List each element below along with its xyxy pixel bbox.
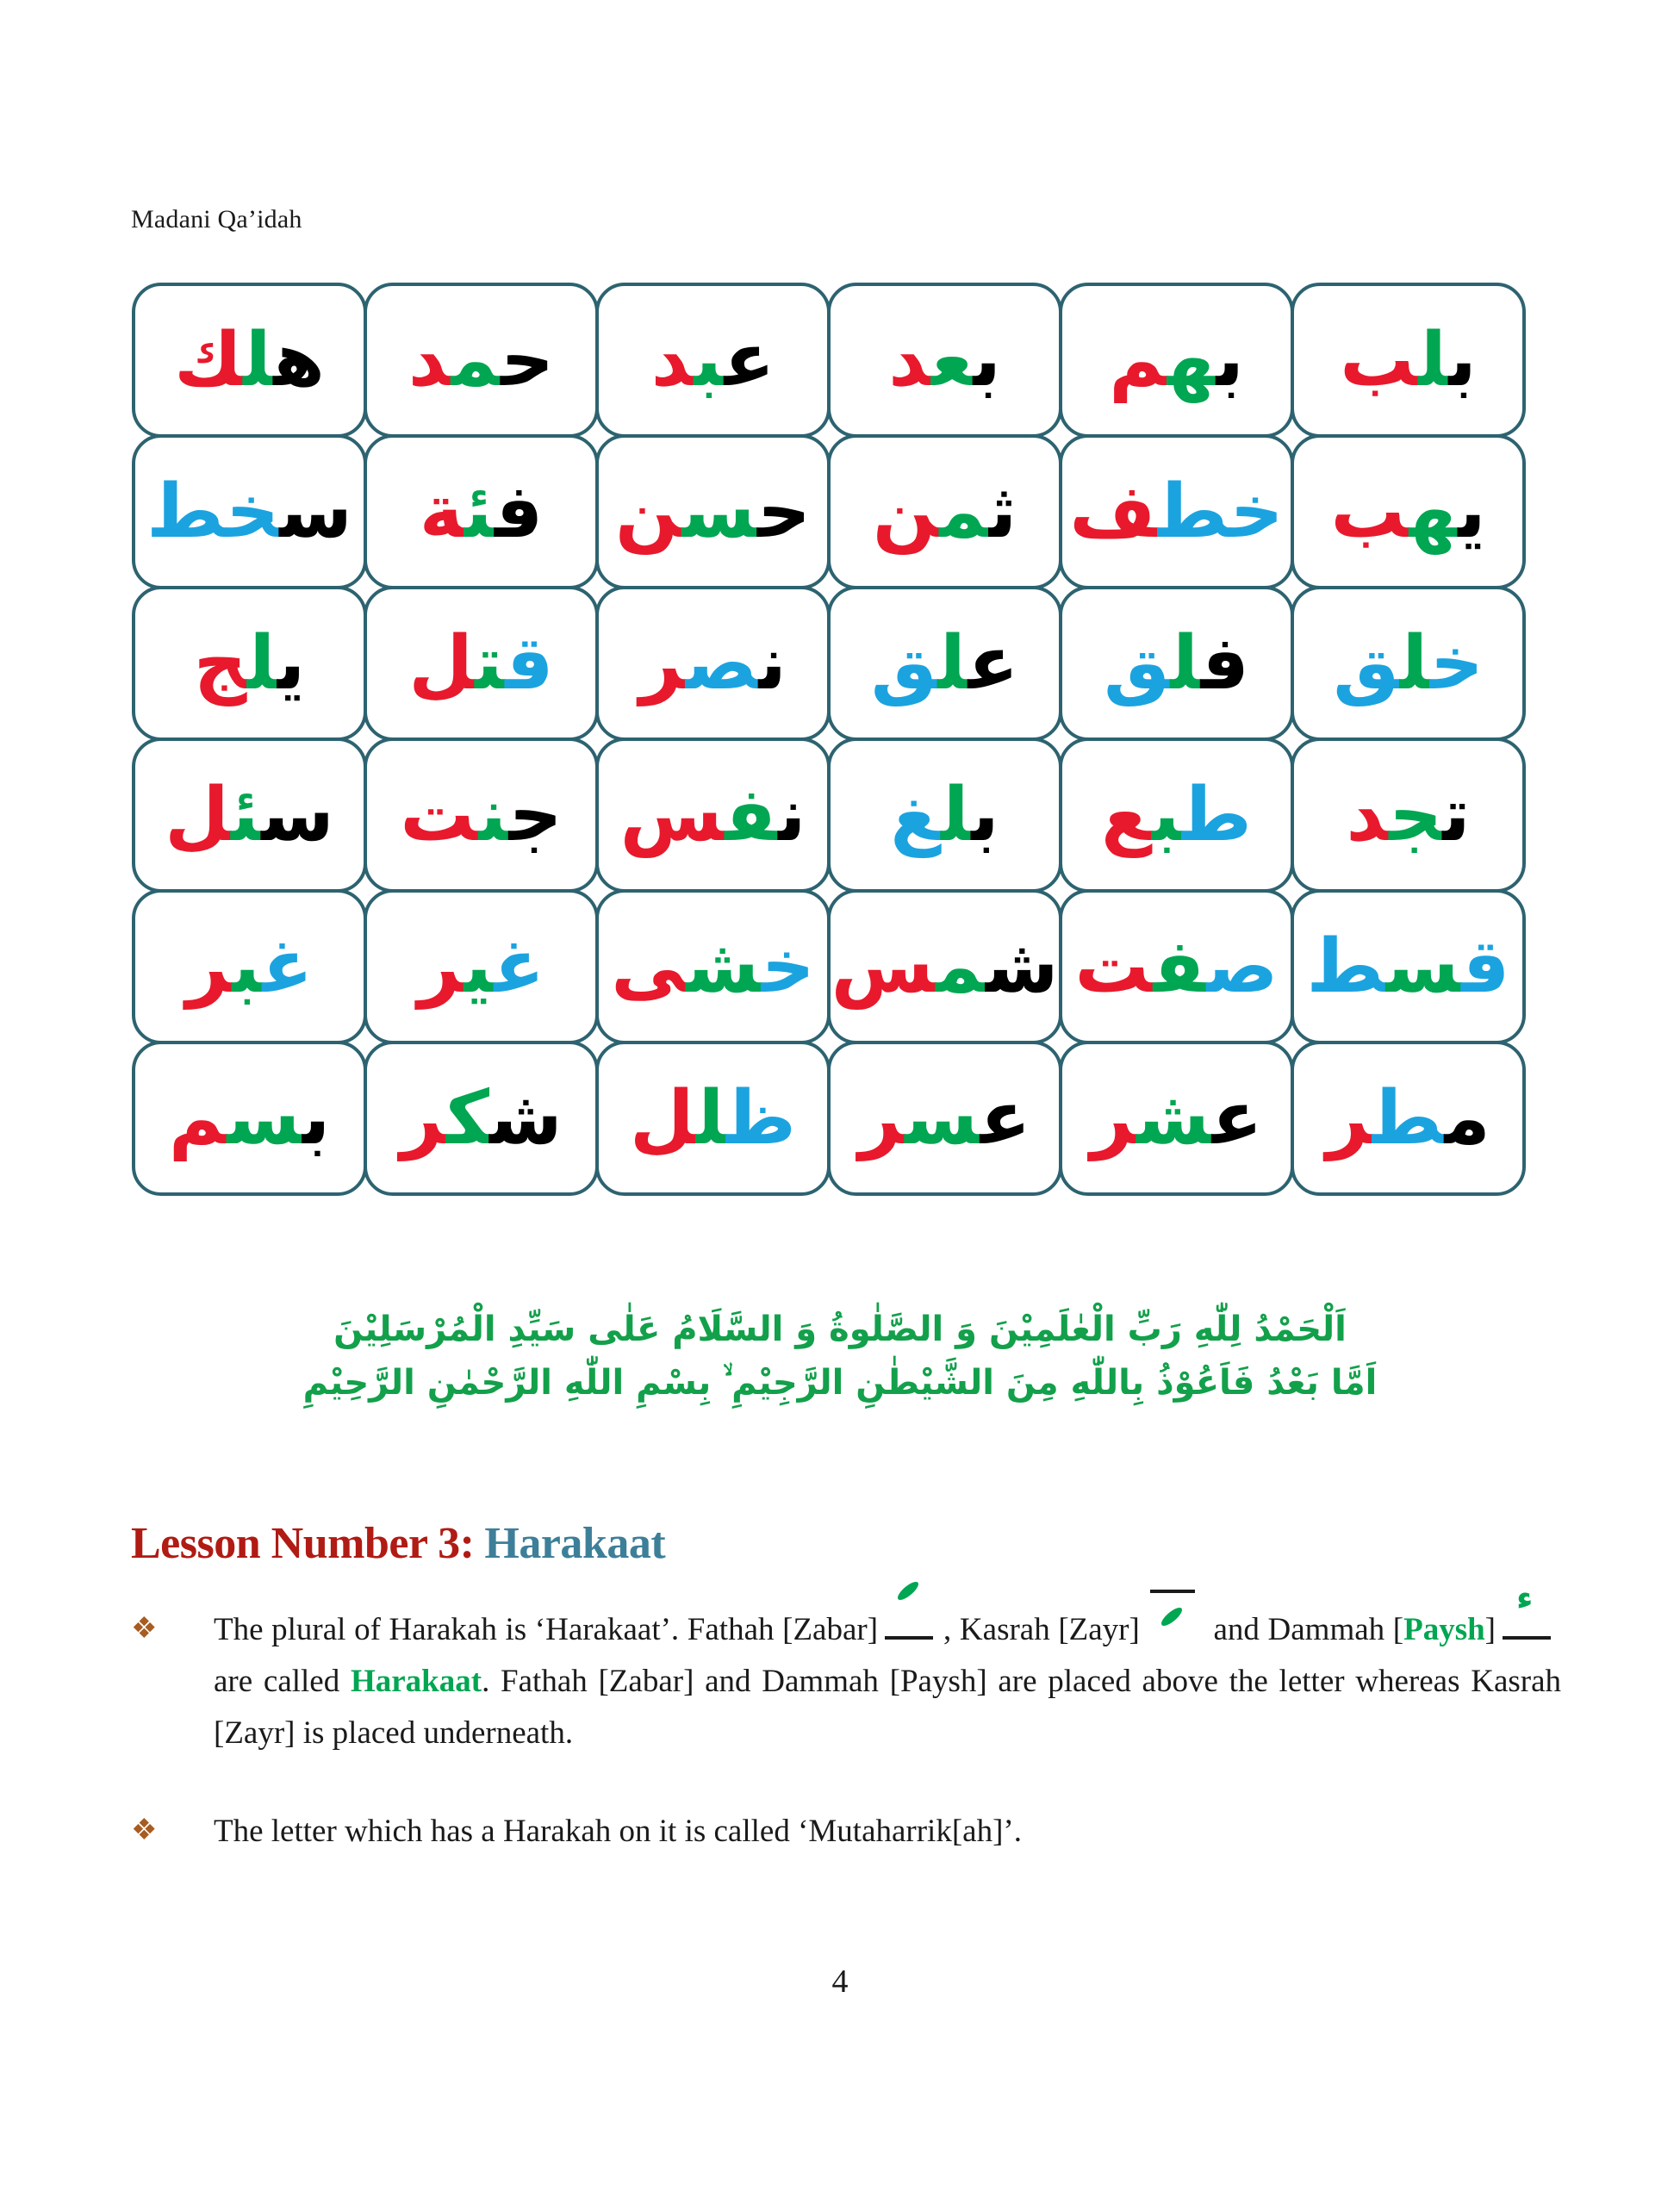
arabic-letter: ي [1458,469,1486,555]
arabic-letter: س [279,469,352,555]
bullet-list [131,1578,1562,1904]
word-cell[interactable] [595,434,831,589]
bullet-text-part-5: are called [214,1663,340,1699]
arabic-letter: ج [193,620,247,706]
arabic-letter: ل [630,1075,696,1161]
arabic-letter: س [1385,924,1462,1010]
word-cell[interactable] [1059,738,1294,893]
arabic-letter: ف [494,469,544,555]
arabic-letter: ت [475,620,506,706]
arabic-word [1333,620,1484,706]
arabic-letter: ل [695,1075,726,1161]
arabic-word [419,469,544,555]
arabic-letter: ل [408,620,476,706]
bullet-text-part-1: The plural of Harakah is ‘Harakaat’. Fathah [Zabar] [214,1612,879,1647]
arabic-letter: م [1109,317,1167,403]
word-cell[interactable] [827,283,1062,438]
arabic-letter: ع [1101,772,1152,858]
word-cell[interactable] [1059,283,1294,438]
arabic-word [890,772,999,858]
word-cell[interactable] [1059,889,1294,1044]
arabic-word [1340,317,1477,403]
arabic-letter: س [681,469,757,555]
word-cell[interactable] [595,738,831,893]
arabic-word [408,620,554,706]
arabic-letter: د [408,317,451,403]
arabic-letter: ي [464,924,495,1010]
arabic-word [193,620,306,706]
arabic-letter: ل [243,317,274,403]
arabic-letter: ل [1170,620,1201,706]
arabic-letter: ط [1372,1075,1445,1161]
word-cell[interactable] [364,889,599,1044]
word-cell[interactable] [1059,586,1294,741]
word-cell[interactable] [132,738,367,893]
arabic-word [1109,317,1244,403]
arabic-letter: ر [400,1075,446,1161]
word-cell[interactable] [1291,738,1526,893]
word-cell[interactable] [1291,283,1526,438]
arabic-letter: ب [1151,772,1182,858]
arabic-letter: ث [988,469,1017,555]
arabic-letter: خ [1229,469,1284,555]
bullet-text-harakaat [214,1578,1562,1759]
arabic-letter: ئ [464,469,495,555]
arabic-letter: ب [973,317,1001,403]
arabic-letter: ق [870,620,938,706]
arabic-letter: ف [1153,924,1207,1010]
arabic-word [400,772,563,858]
arabic-letter: ع [724,317,775,403]
word-cell[interactable] [827,586,1062,741]
arabic-letter: د [888,317,931,403]
word-cell[interactable] [1291,1041,1526,1196]
word-cell[interactable] [364,1041,599,1196]
arabic-letter: ن [478,772,509,858]
arabic-word [650,317,775,403]
arabic-letter: ك [445,1075,489,1161]
arabic-word [611,924,815,1010]
arabic-letter: ب [1216,317,1244,403]
arabic-word [168,1075,331,1161]
arabic-word [870,620,1019,706]
word-cell[interactable] [132,889,367,1044]
grid-row [134,891,1546,1042]
arabic-letter: ل [941,772,972,858]
arabic-letter: ح [756,469,811,555]
lesson-number-label: Lesson Number 3: [131,1519,475,1568]
arabic-word [639,620,787,706]
arabic-letter: ش [1136,1075,1212,1161]
word-cell[interactable] [1291,889,1526,1044]
word-cell[interactable] [595,283,831,438]
arabic-letter: ة [419,469,464,555]
arabic-letter: ر [1090,1075,1137,1161]
arabic-letter: ل [1418,317,1449,403]
dua-block [0,1303,1680,1410]
arabic-word [872,469,1017,555]
arabic-word [165,772,334,858]
arabic-letter: ظ [725,1075,796,1161]
arabic-letter: ع [1211,1075,1263,1161]
arabic-letter: ب [1448,317,1477,403]
arabic-letter: د [1346,772,1390,858]
arabic-letter: ه [1409,469,1459,555]
arabic-letter: ق [1333,620,1400,706]
arabic-letter: ف [1200,620,1249,706]
arabic-letter: ن [758,620,787,706]
arabic-letter: ب [1340,317,1419,403]
arabic-word [174,317,325,403]
arabic-letter: م [936,924,986,1010]
arabic-letter: ص [1206,924,1279,1010]
arabic-letter: ف [725,772,779,858]
arabic-letter: ج [508,772,563,858]
arabic-letter: ب [302,1075,331,1161]
bullet-text-part-4: ] [1484,1612,1496,1647]
grid-row [134,739,1546,891]
arabic-letter: ن [778,772,806,858]
arabic-letter: غ [890,772,942,858]
arabic-letter: م [451,317,501,403]
arabic-letter: ه [273,317,325,403]
arabic-letter: ى [611,924,687,1010]
arabic-word [888,317,1001,403]
arabic-letter: ت [400,772,479,858]
grid-row [134,436,1546,588]
lesson-topic-label: Harakaat [484,1519,666,1568]
arabic-letter: ه [1167,317,1216,403]
arabic-letter: ب [232,924,263,1010]
word-cell[interactable] [827,1041,1062,1196]
arabic-letter: ب [694,317,725,403]
arabic-word-grid [134,284,1546,1194]
bullet-text-part-6: . Fathah [Zabar] and Dammah [Paysh] are placed above the letter whereas Kasrah [Zayr] is placed underneath. [214,1663,1562,1751]
word-cell[interactable] [827,738,1062,893]
arabic-letter: ق [505,620,554,706]
list-item [131,1578,1562,1759]
dua-line-hamd: اَلْحَمْدُ لِلّٰهِ رَبِّ الْعٰلَمِيْنَ وَ الصَّلٰوةُ وَ السَّلَامُ عَلٰى سَيِّدِ الْمُرْسَلِيْنَ [333,1310,1347,1349]
word-cell[interactable] [364,283,599,438]
paysh-highlight: Paysh [1403,1612,1485,1647]
kasrah-mark-icon [1145,1610,1200,1640]
dammah-mark-icon: ء [1501,1610,1556,1640]
arabic-letter: ي [277,620,306,706]
arabic-letter: س [831,924,936,1010]
word-cell[interactable] [1291,586,1526,741]
word-cell[interactable] [132,1041,367,1196]
arabic-letter: ئ [231,772,262,858]
arabic-word [1104,620,1249,706]
word-cell[interactable] [1059,1041,1294,1196]
word-cell[interactable] [827,434,1062,589]
arabic-word [1306,924,1510,1010]
arabic-word [146,469,352,555]
word-cell[interactable] [132,283,367,438]
arabic-letter: ط [1306,924,1386,1010]
arabic-letter: ن [872,469,940,555]
arabic-letter: س [227,1075,302,1161]
arabic-word [858,1075,1031,1161]
arabic-word [1069,469,1284,555]
arabic-letter: خ [1429,620,1484,706]
arabic-letter: ع [980,1075,1031,1161]
arabic-word [408,317,555,403]
arabic-letter: خ [761,924,815,1010]
arabic-letter: ق [1104,620,1171,706]
arabic-letter: غ [262,924,314,1010]
arabic-letter: ش [985,924,1059,1010]
arabic-letter: د [650,317,694,403]
arabic-letter: ع [968,620,1019,706]
word-cell[interactable] [595,889,831,1044]
fathah-mark-icon [883,1610,938,1640]
arabic-word [400,1075,563,1161]
bullet-text-part-2: , Kasrah [Zayr] [943,1612,1140,1647]
word-cell[interactable] [595,586,831,741]
arabic-letter: س [905,1075,980,1161]
arabic-letter: ش [686,924,762,1010]
word-cell[interactable] [364,738,599,893]
arabic-letter: ر [639,620,686,706]
arabic-word [831,924,1059,1010]
arabic-letter: ب [1330,469,1409,555]
arabic-letter: ل [165,772,232,858]
running-header: Madani Qa’idah [131,205,302,233]
arabic-word [1326,1075,1490,1161]
lesson-heading [131,1518,665,1569]
word-cell[interactable] [827,889,1062,1044]
arabic-letter: غ [494,924,545,1010]
arabic-letter: م [168,1075,227,1161]
arabic-letter: ر [858,1075,905,1161]
arabic-letter: س [619,772,725,858]
arabic-letter: ش [488,1075,563,1161]
arabic-word [1101,772,1252,858]
arabic-word [1330,469,1486,555]
arabic-letter: ط [146,469,227,555]
arabic-letter: ر [417,924,464,1010]
arabic-letter: ط [1157,469,1230,555]
arabic-letter: ع [930,317,974,403]
dua-line-taawwudh-basmala: اَمَّا بَعْدُ فَاَعُوْذُ بِاللّٰهِ مِنَ الشَّيْطٰنِ الرَّجِيْمِ ۙ بِسْمِ اللّٰهِ الرَّحْمٰنِ الرَّحِيْمِ [302,1363,1378,1403]
word-cell[interactable] [364,586,599,741]
arabic-letter: ر [185,924,233,1010]
arabic-letter: ط [1181,772,1252,858]
bullet-diamond-icon: ❖ [131,1613,158,1645]
arabic-word [615,469,811,555]
bullet-text-part-3: and Dammah [ [1213,1612,1404,1647]
arabic-letter: ل [246,620,277,706]
arabic-letter: ص [685,620,759,706]
arabic-word [1090,1075,1263,1161]
arabic-letter: خ [226,469,280,555]
bullet-text-mutaharrik: The letter which has a Harakah on it is called ‘Mutaharrik[ah]’. [214,1813,1022,1849]
word-cell[interactable] [595,1041,831,1196]
arabic-letter: ق [1461,924,1510,1010]
arabic-letter: ل [937,620,968,706]
arabic-letter: ت [1442,772,1471,858]
grid-row [134,284,1546,436]
arabic-letter: ك [174,317,244,403]
arabic-letter: ف [1069,469,1158,555]
arabic-word [185,924,314,1010]
word-cell[interactable] [364,434,599,589]
word-cell[interactable] [1291,434,1526,589]
grid-row [134,1042,1546,1194]
arabic-letter: ر [1326,1075,1372,1161]
arabic-word [1346,772,1471,858]
arabic-letter: ن [615,469,682,555]
arabic-word [1074,924,1279,1010]
word-cell[interactable] [1059,434,1294,589]
arabic-letter: ت [1074,924,1154,1010]
list-item [131,1806,1561,1858]
page-number: 4 [831,1964,849,2000]
arabic-letter: ب [971,772,999,858]
grid-row [134,588,1546,739]
arabic-word [417,924,545,1010]
word-cell[interactable] [132,586,367,741]
harakaat-highlight: Harakaat [350,1663,482,1699]
arabic-word [630,1075,796,1161]
arabic-letter: م [939,469,989,555]
word-cell[interactable] [132,434,367,589]
arabic-letter: م [1444,1075,1490,1161]
arabic-word [619,772,806,858]
arabic-letter: س [261,772,334,858]
arabic-letter: ج [1389,772,1443,858]
bullet-diamond-icon: ❖ [131,1814,158,1846]
arabic-letter: ل [1399,620,1430,706]
arabic-letter: ح [501,317,555,403]
